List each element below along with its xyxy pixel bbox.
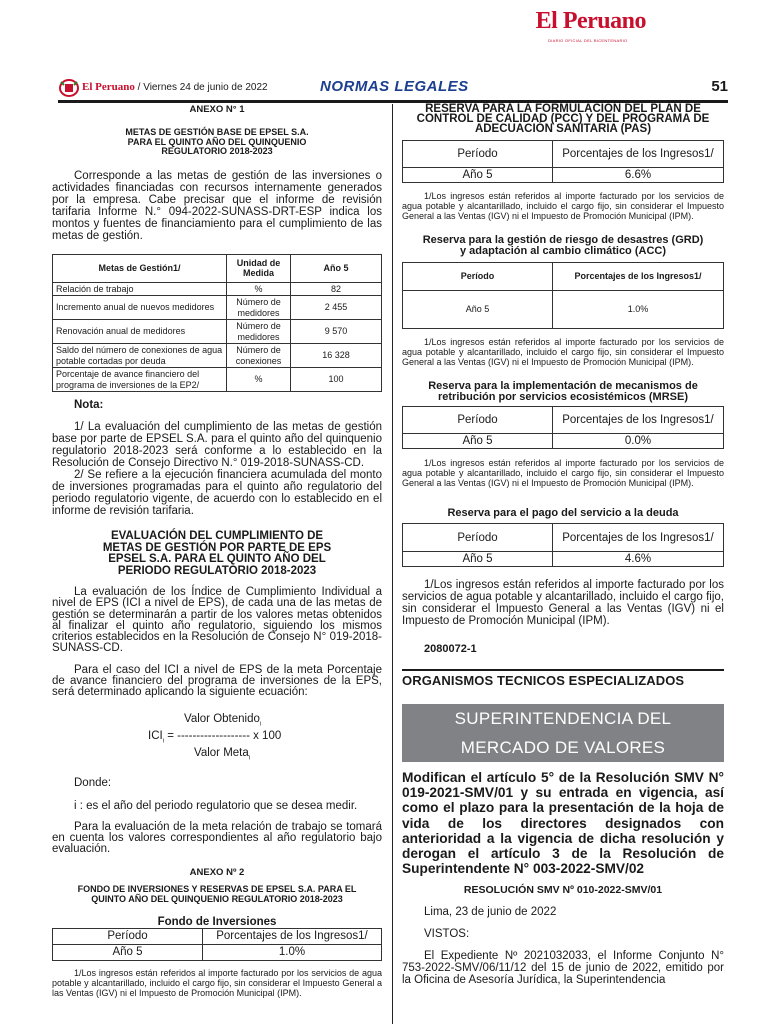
anexo2-subtitle bbox=[52, 884, 382, 904]
table-row bbox=[53, 282, 382, 296]
resolution-headline: Modifican el artículo 5° de la Resolución SMV N° 019-2021-SMV/01 y su entrada en vigencia, así como el plazo para la presentación de la hoja de vida de los directores designados con anterioridad a la vigencia de dicha resolución y derogan el artículo 3 de la Resolución de Superintendente N° 003-2022-SMV/02 bbox=[402, 770, 724, 877]
deuda-title: Reserva para el pago del servicio a la deuda bbox=[447, 507, 679, 519]
formula-numerator-text: Valor Obtenido bbox=[184, 712, 260, 725]
metas-header-anio: Año 5 bbox=[291, 254, 382, 282]
fondo-header-periodo: Período bbox=[53, 929, 203, 945]
anexo2-subtitle-line: FONDO DE INVERSIONES Y RESERVAS DE EPSEL S.A. PARA EL bbox=[77, 884, 357, 895]
table-cell: Porcentaje de avance financiero del programa de inversiones de la EP2/ bbox=[53, 368, 227, 392]
metas-table bbox=[52, 254, 382, 393]
formula-lhs: ICI bbox=[148, 729, 163, 742]
table-row bbox=[53, 296, 382, 320]
table-row bbox=[53, 344, 382, 368]
evaluation-title-line: METAS DE GESTIÓN POR PARTE DE EPS bbox=[102, 541, 332, 554]
table-cell: % bbox=[227, 282, 291, 296]
table-cell: 6.6% bbox=[553, 168, 724, 183]
formula-subscript: i bbox=[162, 738, 165, 745]
table-cell: 82 bbox=[291, 282, 382, 296]
pcc-title-line: RESERVA PARA LA FORMULACIÓN DEL PLAN DE bbox=[425, 103, 701, 115]
formula-subscript: i bbox=[248, 755, 251, 762]
table-cell: Número de conexiones bbox=[227, 344, 291, 368]
formula-subscript: i bbox=[259, 720, 262, 727]
nota-label: Nota: bbox=[74, 399, 104, 411]
table-cell: 1.0% bbox=[203, 945, 382, 961]
table-cell: % bbox=[227, 368, 291, 392]
header-date: / Viernes 24 de junio de 2022 bbox=[137, 82, 268, 93]
nota-1: 1/ La evaluación del cumplimiento de las metas de gestión base por parte de EPSEL S.A. para el quinto año del quinquenio regulatorio 2018-2023 será conforme a lo establecido en la Resolución de Consejo Directivo N.° 019-2018-SUNASS-CD. bbox=[52, 421, 382, 469]
table-cell: Número de medidores bbox=[227, 320, 291, 344]
anexo1-subtitle-line: REGULATORIO 2018-2023 bbox=[161, 146, 273, 156]
table-cell: Número de medidores bbox=[227, 296, 291, 320]
table-cell: 0.0% bbox=[553, 434, 724, 449]
agency-banner-line: SUPERINTENDENCIA DEL bbox=[454, 709, 672, 728]
fondo-note: 1/Los ingresos están referidos al importe facturado por los servicios de agua potable y alcantarillado, incluido el cargo fijo, sin considerar el Impuesto General a las Ventas (IGV) ni el Impuesto de Promoción Municipal (IPM). bbox=[52, 968, 382, 999]
mrse-title-line: retribución por servicios ecosistémicos (MRSE) bbox=[437, 390, 689, 403]
table-row bbox=[403, 552, 724, 567]
table-cell: Año 5 bbox=[53, 945, 203, 961]
column-divider bbox=[392, 104, 393, 1024]
formula-main bbox=[148, 730, 382, 747]
header-publication-date bbox=[82, 81, 268, 93]
grd-title-line: Reserva para la gestión de riesgo de desastres (GRD) bbox=[422, 234, 704, 246]
agency-banner bbox=[402, 704, 724, 762]
evaluation-title-line: EPSEL S.A. PARA EL QUINTO AÑO DEL bbox=[108, 553, 326, 565]
table-cell: 4.6% bbox=[553, 552, 724, 567]
table-cell: 16 328 bbox=[291, 344, 382, 368]
table-cell: 1.0% bbox=[553, 291, 724, 329]
table-cell: Año 5 bbox=[403, 434, 553, 449]
right-column bbox=[402, 104, 724, 986]
metas-header-meta bbox=[53, 254, 227, 282]
anexo2-title: ANEXO Nº 2 bbox=[189, 867, 245, 879]
table-cell: 100 bbox=[291, 368, 382, 392]
formula-operator: = ------------------- x 100 bbox=[164, 729, 282, 742]
coat-of-arms-icon bbox=[58, 79, 80, 97]
metas-header-unidad: Unidad de Medida bbox=[227, 254, 291, 282]
deuda-header-periodo: Período bbox=[403, 524, 553, 552]
anexo1-intro: Corresponde a las metas de gestión de las inversiones o actividades financiadas con recursos internamente generados por la empresa. Cabe precisar que el informe de revisión tarifaria Informe N.° 094-2022-SUNASS-DRT-ESP indica los montos y fuentes de financiamiento para el cumplimiento de las metas de gestión. bbox=[52, 169, 382, 242]
table-row bbox=[53, 368, 382, 392]
evaluation-paragraph-2: Para el caso del ICI a nivel de EPS de la meta Porcentaje de avance financiero del programa de inversiones de la EPS, será determinado aplicando la siguiente ecuación: bbox=[52, 663, 382, 699]
resolution-place-date: Lima, 23 de junio de 2022 bbox=[424, 906, 557, 919]
table-cell: Relación de trabajo bbox=[53, 282, 227, 296]
agency-banner-line: MERCADO DE VALORES bbox=[460, 738, 666, 757]
grd-header-porcentaje: Porcentajes de los Ingresos1/ bbox=[553, 263, 724, 291]
header-publication: El Peruano bbox=[82, 81, 135, 93]
evaluation-title bbox=[52, 531, 382, 577]
pcc-header-porcentaje: Porcentajes de los Ingresos1/ bbox=[553, 141, 724, 168]
grd-header-periodo: Período bbox=[403, 263, 553, 291]
evaluation-title-line: EVALUACIÓN DEL CUMPLIMIENTO DE bbox=[110, 530, 324, 542]
table-row bbox=[403, 434, 724, 449]
evaluation-paragraph-1: La evaluación de los Índice de Cumplimiento Individual a nivel de EPS (ICI a nivel de EPS), de cada una de las metas de gestión se determinarán a partir de los valores metas obtenidos al finalizar el quinto año regulatorio, siguiendo los mismos criterios establecidos en la Resolución de Consejo N° 019-2018-SUNASS-CD. bbox=[52, 586, 382, 655]
grd-title-line: y adaptación al cambio climático (ACC) bbox=[460, 244, 666, 257]
grd-title bbox=[402, 235, 724, 256]
ici-formula bbox=[52, 713, 382, 765]
anexo1-subtitle bbox=[52, 128, 382, 157]
running-header bbox=[58, 78, 728, 100]
formula-numerator bbox=[148, 713, 382, 730]
anexo2-subtitle-line: QUINTO AÑO DEL QUINQUENIO REGULATORIO 2018-2023 bbox=[91, 894, 343, 905]
pcc-title-line: CONTROL DE CALIDAD (PCC) Y DEL PROGRAMA DE bbox=[416, 113, 710, 125]
table-row bbox=[53, 320, 382, 344]
mrse-note: 1/Los ingresos están referidos al importe facturado por los servicios de agua potable y alcantarillado, incluido el cargo fijo, sin considerar el Impuesto General a las Ventas (IGV) ni el Impuesto de Promoción Municipal (IPM). bbox=[402, 458, 724, 488]
fondo-header-porcentaje: Porcentajes de los Ingresos1/ bbox=[203, 929, 382, 945]
table-row bbox=[53, 945, 382, 961]
table-cell: Año 5 bbox=[403, 168, 553, 183]
left-column bbox=[52, 104, 382, 998]
formula-denominator bbox=[148, 747, 382, 764]
table-cell: Renovación anual de medidores bbox=[53, 320, 227, 344]
donde-definition: i : es el año del periodo regulatorio que se desea medir. bbox=[74, 799, 358, 812]
table-cell: Incremento anual de nuevos medidores bbox=[53, 296, 227, 320]
table-cell: Año 5 bbox=[403, 291, 553, 329]
table-row bbox=[403, 291, 724, 329]
masthead-brand: El Peruano bbox=[535, 8, 646, 34]
section-heading-organismos: ORGANISMOS TECNICOS ESPECIALIZADOS bbox=[402, 669, 724, 688]
formula-denominator-text: Valor Meta bbox=[194, 747, 249, 760]
mrse-title bbox=[402, 381, 724, 402]
table-cell: 2 455 bbox=[291, 296, 382, 320]
grd-note: 1/Los ingresos están referidos al importe facturado por los servicios de agua potable y alcantarillado, incluido el cargo fijo, sin considerar el Impuesto General a las Ventas (IGV) ni el Impuesto de Promoción Municipal (IPM). bbox=[402, 337, 724, 367]
donde-label: Donde: bbox=[74, 776, 112, 789]
pcc-note: 1/Los ingresos están referidos al importe facturado por los servicios de agua potable y alcantarillado, incluido el cargo fijo, sin considerar el Impuesto General a las Ventas (IGV) ni el Impuesto de Promoción Municipal (IPM). bbox=[402, 191, 724, 221]
table-cell: Saldo del número de conexiones de agua potable cortadas por deuda bbox=[53, 344, 227, 368]
evaluation-paragraph-3: Para la evaluación de la meta relación de trabajo se tomará en cuenta los valores correspondientes al año regulatorio bajo evaluación. bbox=[52, 820, 382, 856]
deuda-note: 1/Los ingresos están referidos al importe facturado por los servicios de agua potable y alcantarillado, incluido el cargo fijo, sin considerar el Impuesto General a las Ventas (IGV) ni el Impuesto de Promoción Municipal (IPM). bbox=[402, 579, 724, 627]
section-title: NORMAS LEGALES bbox=[320, 78, 469, 95]
anexo1-subtitle-line: METAS DE GESTIÓN BASE DE EPSEL S.A. bbox=[125, 127, 309, 137]
anexo1-subtitle-line: PARA EL QUINTO AÑO DEL QUINQUENIO bbox=[127, 136, 307, 147]
nota-2: 2/ Se refiere a la ejecución financiera acumulada del monto de inversiones programadas para el quinto año regulatorio del periodo regulatorio vigente, de acuerdo con lo establecido en el informe de revisión tarifaria. bbox=[52, 469, 382, 517]
page-number: 51 bbox=[711, 78, 728, 95]
pcc-table bbox=[402, 140, 724, 183]
mrse-header-periodo: Período bbox=[403, 407, 553, 434]
document-code: 2080072-1 bbox=[424, 643, 477, 655]
pcc-header-periodo: Período bbox=[403, 141, 553, 168]
resolution-number: RESOLUCIÓN SMV Nº 010-2022-SMV/01 bbox=[463, 884, 663, 897]
table-row bbox=[403, 168, 724, 183]
evaluation-title-line: PERIODO REGULATORIO 2018-2023 bbox=[117, 564, 317, 577]
pcc-title-line: ADECUACIÓN SANITARIA (PAS) bbox=[474, 123, 652, 135]
table-cell: Año 5 bbox=[403, 552, 553, 567]
masthead-tagline: DIARIO OFICIAL DEL BICENTENARIO bbox=[548, 38, 628, 43]
anexo1-title: ANEXO N° 1 bbox=[189, 104, 245, 115]
fondo-title: Fondo de Inversiones bbox=[157, 916, 277, 929]
pcc-title bbox=[402, 104, 724, 134]
fondo-table bbox=[52, 928, 382, 961]
mrse-header-porcentaje: Porcentajes de los Ingresos1/ bbox=[553, 407, 724, 434]
metas-header-label: Metas de Gestión1/ bbox=[98, 262, 181, 273]
mrse-table bbox=[402, 406, 724, 449]
grd-table bbox=[402, 262, 724, 329]
vistos-paragraph: El Expediente Nº 2021032033, el Informe Conjunto N° 753-2022-SMV/06/11/12 del 15 de junio de 2022, emitido por la Oficina de Asesoría Jurídica, la Superintendencia bbox=[402, 950, 724, 987]
deuda-table bbox=[402, 523, 724, 567]
table-cell: 9 570 bbox=[291, 320, 382, 344]
mrse-title-line: Reserva para la implementación de mecanismos de bbox=[428, 380, 698, 392]
deuda-header-porcentaje: Porcentajes de los Ingresos1/ bbox=[553, 524, 724, 552]
vistos-label: VISTOS: bbox=[424, 928, 470, 941]
